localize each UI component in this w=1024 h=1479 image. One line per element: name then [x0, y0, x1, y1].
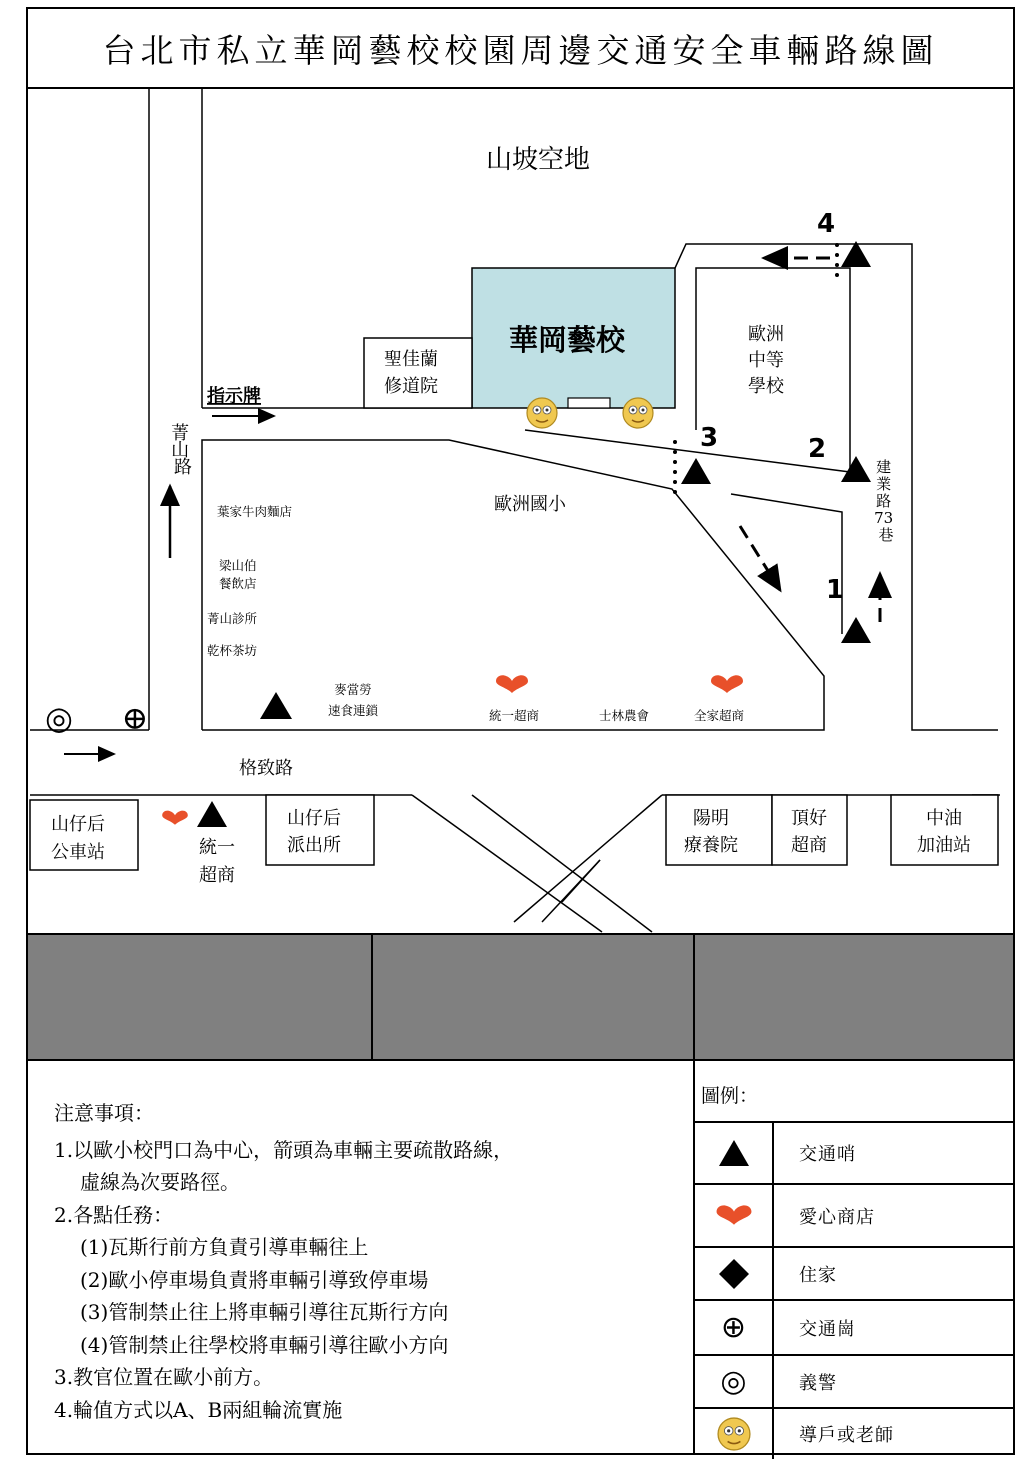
gezhi-road-label: 格致路 — [239, 758, 293, 779]
yangming-label-2: 療養院 — [684, 835, 738, 856]
triangle-icon — [695, 1123, 772, 1183]
legend-row-booth — [695, 1301, 1013, 1356]
heart-icon — [695, 1185, 772, 1246]
legend-label-heart: 愛心商店 — [799, 1206, 875, 1228]
grey-band-left — [28, 933, 371, 1061]
notes-section — [54, 1097, 513, 1426]
convent-label-1: 聖佳蘭 — [384, 349, 438, 370]
cpc-label-2: 加油站 — [917, 835, 971, 856]
legend-row-face — [695, 1409, 1013, 1459]
jingshan-road-char-3: 路 — [174, 457, 192, 478]
crossed-circle-icon: ⊕ — [720, 1310, 747, 1345]
europe-mid-label-3: 學校 — [748, 376, 784, 397]
shop-liang-1: 梁山伯 — [219, 558, 257, 573]
legend-row-triangle — [695, 1123, 1013, 1185]
legend-heading: 圖例： — [695, 1061, 1013, 1123]
booth-symbol: ⊕ — [121, 699, 149, 737]
legend-label-booth: 交通崗 — [799, 1318, 856, 1340]
convent-label-2: 修道院 — [384, 376, 438, 397]
europe-elem-label: 歐洲國小 — [494, 494, 566, 515]
post-triangle-1 — [841, 617, 871, 643]
school-label: 華岡藝校 — [508, 323, 626, 357]
sign-label: 指示牌 — [207, 386, 261, 407]
shop-mcd-2: 速食連鎖 — [327, 703, 379, 718]
police-label-1: 山仔后 — [287, 808, 341, 829]
bus-stop-label-2: 公車站 — [51, 842, 105, 863]
dinghao-label-2: 超商 — [791, 835, 827, 856]
grey-band-right — [693, 933, 1013, 1061]
legend-row-diamond — [695, 1248, 1013, 1301]
grey-band-middle — [371, 933, 693, 1061]
legend-label-face: 導戶或老師 — [799, 1425, 894, 1446]
shop-clinic: 菁山診所 — [207, 611, 258, 626]
smiley-face-icon — [695, 1409, 772, 1459]
jingshan-road-char-2: 山 — [171, 440, 190, 461]
post-triangle-south — [197, 801, 227, 827]
legend-table — [693, 1061, 1013, 1453]
page-title: 台北市私立華岡藝校校園周邊交通安全車輛路線圖 — [28, 9, 1013, 89]
post-triangle-4 — [841, 241, 871, 267]
notes-line-2: 虛線為次要路徑。 — [80, 1170, 240, 1194]
notes-heading: 注意事項： — [54, 1101, 154, 1125]
route-map — [28, 87, 1013, 933]
seven2-label-2: 超商 — [199, 865, 235, 886]
police-label-2: 派出所 — [287, 835, 341, 856]
notes-line-7: (4)管制禁止往學校將車輛引導往歐小方向 — [80, 1332, 449, 1357]
jianye-lane-label: 建 業 路 73 巷 — [874, 458, 894, 544]
face-icon-left — [527, 398, 557, 428]
post-triangle-2 — [841, 456, 871, 482]
bus-stop-label-1: 山仔后 — [51, 814, 105, 835]
europe-mid-label-1: 歐洲 — [748, 324, 784, 345]
shop-farmers: 士林農會 — [598, 708, 650, 723]
seven2-label-1: 統一 — [199, 837, 235, 858]
double-circle-icon: ◎ — [720, 1364, 747, 1399]
jingshan-road-char-1: 菁 — [171, 423, 190, 444]
post-number-4: 4 — [816, 209, 836, 239]
post-number-2: 2 — [807, 434, 827, 464]
school-gate — [568, 398, 610, 408]
shop-family: 全家超商 — [693, 708, 745, 723]
hillside-label: 山坡空地 — [485, 145, 591, 175]
notes-line-8: 3.教官位置在歐小前方。 — [54, 1365, 274, 1389]
notes-line-4: (1)瓦斯行前方負責引導車輛往上 — [80, 1235, 369, 1259]
legend-label-triangle: 交通哨 — [799, 1144, 856, 1165]
heart-icon-seven — [496, 675, 528, 693]
shop-tea: 乾杯茶坊 — [207, 643, 258, 658]
legend-label-warden: 義警 — [799, 1372, 837, 1394]
notes-line-3: 2.各點任務： — [54, 1202, 174, 1227]
notes-line-5: (2)歐小停車場負責將車輛引導致停車場 — [80, 1267, 429, 1292]
post-triangle-mcd — [260, 692, 292, 719]
notes-line-6: (3)管制禁止往上將車輛引導往瓦斯行方向 — [80, 1300, 449, 1324]
jingshan-road-label — [171, 423, 195, 478]
post-number-1: 1 — [825, 575, 845, 605]
face-icon-right — [623, 398, 653, 428]
notes-line-9: 4.輪值方式以A、B兩組輪流實施 — [54, 1397, 343, 1422]
legend-row-heart — [695, 1185, 1013, 1248]
shop-seven: 統一超商 — [488, 708, 540, 723]
shop-beef-noodle: 葉家牛肉麵店 — [217, 504, 293, 519]
notes-line-1: 1.以歐小校門口為中心，箭頭為車輛主要疏散路線， — [54, 1137, 514, 1162]
dinghao-label-1: 頂好 — [791, 808, 827, 829]
shop-liang-2: 餐飲店 — [219, 576, 257, 591]
legend-label-diamond: 住家 — [799, 1264, 837, 1286]
cpc-label-1: 中油 — [926, 808, 962, 829]
shop-mcd-1: 麥當勞 — [334, 682, 372, 697]
post-triangle-3 — [681, 458, 711, 484]
yangming-label-1: 陽明 — [693, 808, 729, 829]
map-document — [26, 7, 1015, 1455]
heart-icon-family — [711, 675, 743, 693]
europe-mid-label-2: 中等 — [748, 350, 784, 371]
warden-symbol: ◎ — [45, 699, 73, 737]
legend-row-warden — [695, 1356, 1013, 1409]
post-number-3: 3 — [699, 423, 719, 453]
diamond-icon — [695, 1248, 772, 1299]
heart-icon-south — [162, 811, 188, 825]
